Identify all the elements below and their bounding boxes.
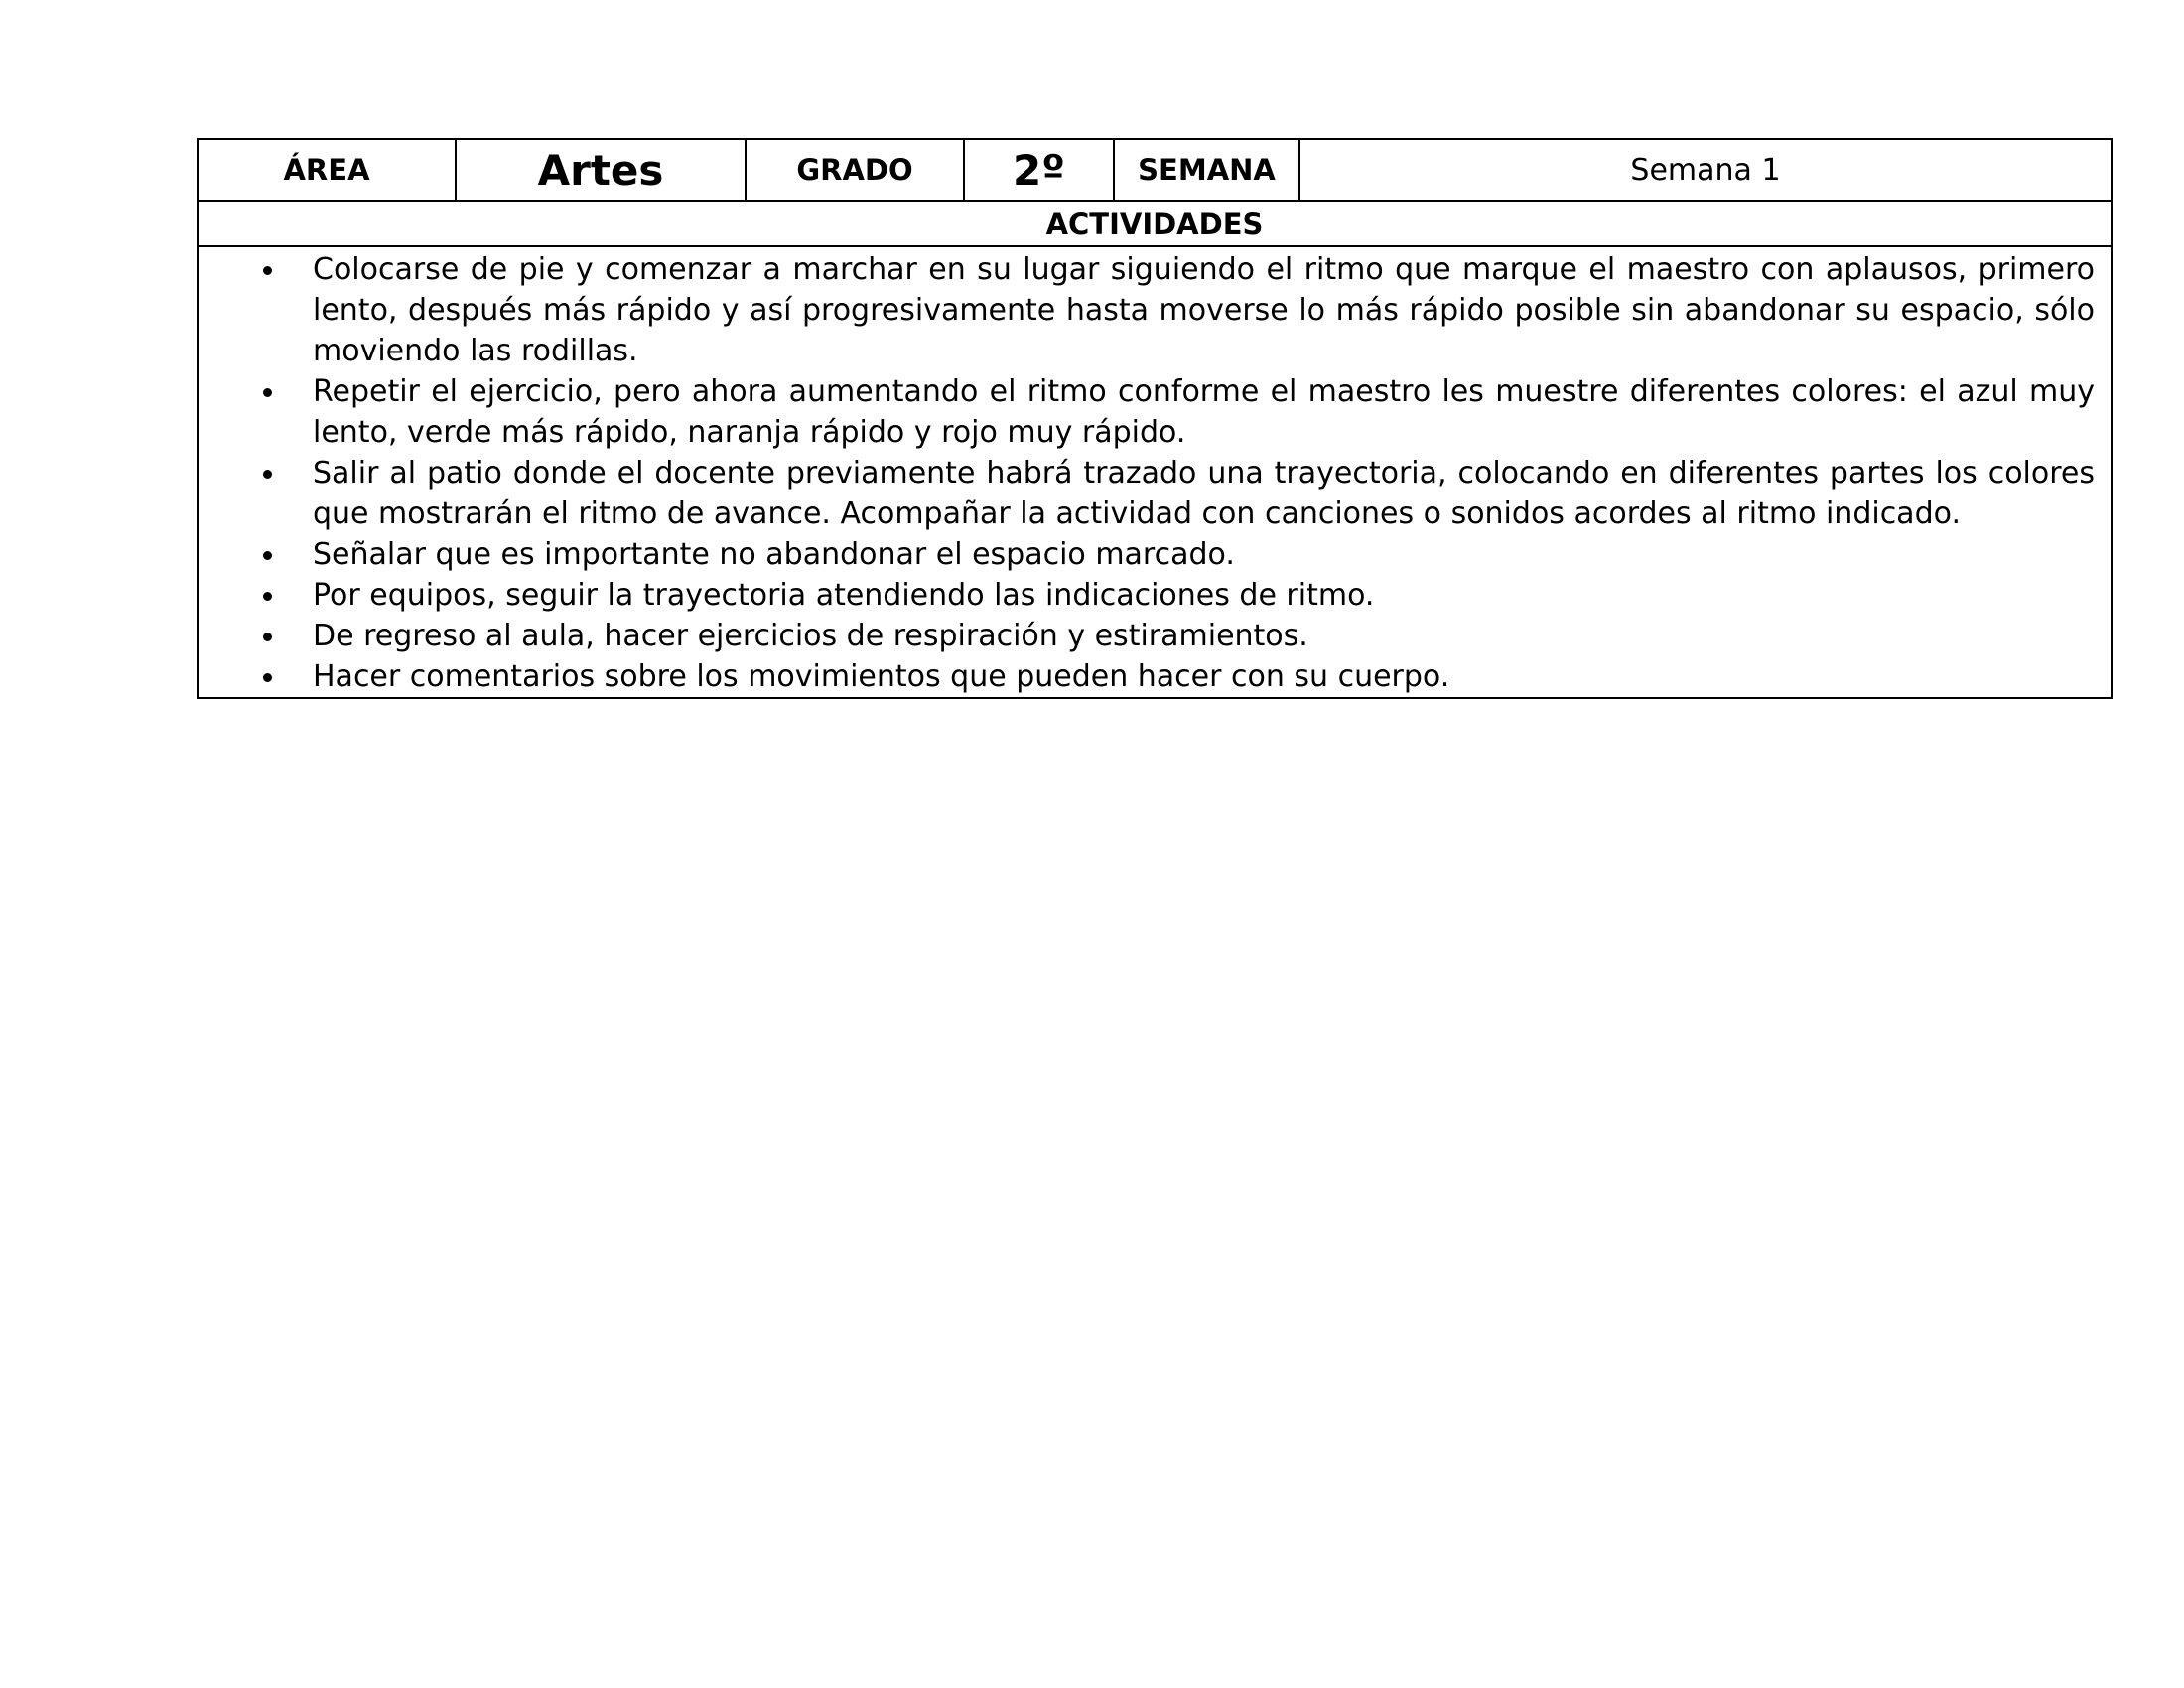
activity-text: Señalar que es importante no abandonar el espacio marcado.	[313, 537, 1235, 572]
grado-label: GRADO	[746, 140, 964, 200]
bullet-icon	[263, 592, 272, 601]
activity-text: Por equipos, seguir la trayectoria atendiendo las indicaciones de ritmo.	[313, 578, 1375, 613]
list-item	[199, 534, 2095, 575]
activity-text: Colocarse de pie y comenzar a marchar en su lugar siguiendo el ritmo que marque el maestro con aplausos, primero lento, después más rápido y así progresivamente hasta moverse lo más rápido posible sin abandonar su espacio, sólo moviendo las rodillas.	[313, 252, 2095, 368]
area-label: ÁREA	[199, 140, 456, 200]
activity-text: De regreso al aula, hacer ejercicios de respiración y estiramientos.	[313, 619, 1308, 653]
semana-value: Semana 1	[1630, 152, 1781, 188]
bullet-icon	[263, 673, 272, 682]
semana-label: SEMANA	[1114, 140, 1299, 200]
bullet-icon	[263, 266, 272, 275]
activity-text: Repetir el ejercicio, pero ahora aumentando el ritmo conforme el maestro les muestre diferentes colores: el azul muy lento, verde más rápido, naranja rápido y rojo muy rápido.	[313, 374, 2095, 450]
area-value: Artes	[456, 140, 746, 200]
header-row	[199, 140, 2111, 200]
list-item	[199, 249, 2095, 371]
bullet-icon	[263, 633, 272, 641]
grado-value: 2º	[964, 140, 1114, 200]
bullet-icon	[263, 551, 272, 560]
list-item	[199, 616, 2095, 656]
list-item	[199, 575, 2095, 616]
activity-text: Salir al patio donde el docente previamente habrá trazado una trayectoria, colocando en diferentes partes los colores que mostrarán el ritmo de avance. Acompañar la actividad con canciones o sonidos acordes al ritmo indicado.	[313, 456, 2095, 531]
activity-list	[199, 247, 2111, 697]
activities-table	[197, 138, 2113, 699]
list-item	[199, 656, 2095, 697]
list-item	[199, 453, 2095, 534]
list-item	[199, 371, 2095, 453]
section-title: ACTIVIDADES	[199, 200, 2111, 247]
bullet-icon	[263, 470, 272, 479]
bullet-icon	[263, 388, 272, 397]
activity-text: Hacer comentarios sobre los movimientos que pueden hacer con su cuerpo.	[313, 659, 1450, 694]
